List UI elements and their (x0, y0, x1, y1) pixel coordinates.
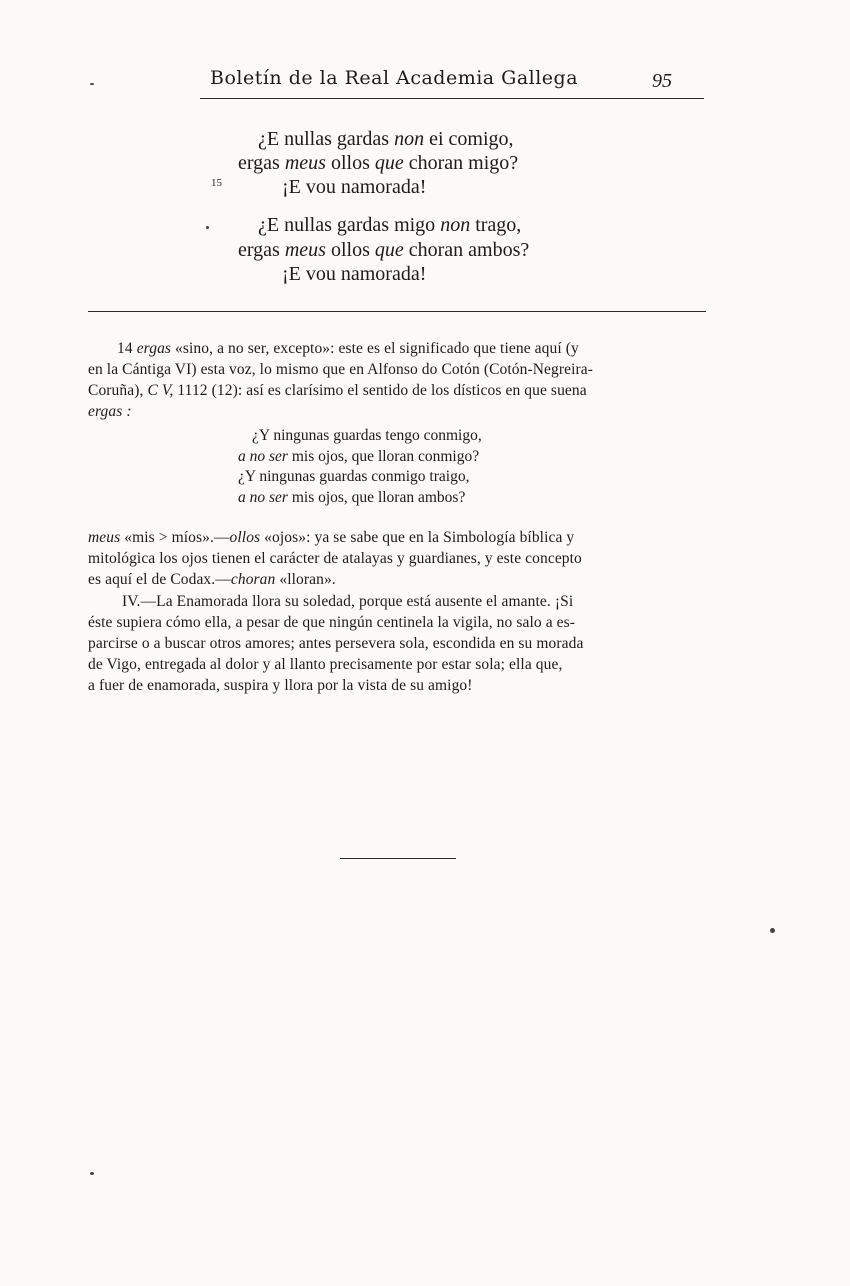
note-line: IV.—La Enamorada llora su soledad, porque está ausente el amante. ¡Si (122, 593, 574, 610)
note-line: es aquí el de Codax.—choran «lloran». (88, 571, 336, 588)
note-line: 14 ergas «sino, a no ser, excepto»: este es el significado que tiene aquí (y (117, 340, 579, 357)
note-line: Coruña), C V, 1112 (12): así es clarísimo el sentido de los dísticos en que suena (88, 382, 587, 399)
scan-speck (770, 928, 775, 933)
verse-line: ergas meus ollos que choran migo? (238, 152, 519, 174)
note-line: en la Cántiga VI) esta voz, lo mismo que en Alfonso do Cotón (Cotón-Negreira- (88, 361, 594, 378)
footnote-separator (88, 311, 706, 312)
translation-line: a no ser mis ojos, que lloran ambos? (238, 489, 466, 506)
scan-speck (206, 226, 209, 229)
header-rule (200, 98, 704, 99)
scan-speck (90, 83, 94, 85)
note-line: a fuer de enamorada, suspira y llora por la vista de su amigo! (88, 677, 473, 694)
note-line: éste supiera cómo ella, a pesar de que ningún centinela la vigila, no salo a es- (88, 614, 576, 631)
line-number: 15 (211, 177, 222, 189)
note-line: de Vigo, entregada al dolor y al llanto precisamente por estar sola; ella que, (88, 656, 563, 673)
verse-line: ¿E nullas gardas non ei comigo, (258, 128, 514, 150)
translation-line: a no ser mis ojos, que lloran conmigo? (238, 448, 480, 465)
translation-line: ¿Y ningunas guardas conmigo traigo, (238, 468, 470, 485)
verse-line: ¡E vou namorada! (282, 263, 427, 285)
translation-line: ¿Y ningunas guardas tengo conmigo, (252, 427, 482, 444)
note-line: mitológica los ojos tienen el carácter de atalayas y guardianes, y este concepto (88, 550, 582, 567)
verse-line: ergas meus ollos que choran ambos? (238, 239, 530, 261)
running-header-title: Boletín de la Real Academia Gallega (210, 67, 579, 89)
verse-line: ¡E vou namorada! (282, 176, 427, 198)
note-line: ergas : (88, 403, 132, 420)
page-number: 95 (652, 70, 672, 92)
end-rule (340, 858, 456, 859)
note-line: meus «mis > míos».—ollos «ojos»: ya se sabe que en la Simbología bíblica y (88, 529, 575, 546)
verse-line: ¿E nullas gardas migo non trago, (258, 214, 522, 236)
scan-speck (90, 1172, 94, 1175)
note-line: parcirse o a buscar otros amores; antes persevera sola, escondida en su morada (88, 635, 584, 652)
